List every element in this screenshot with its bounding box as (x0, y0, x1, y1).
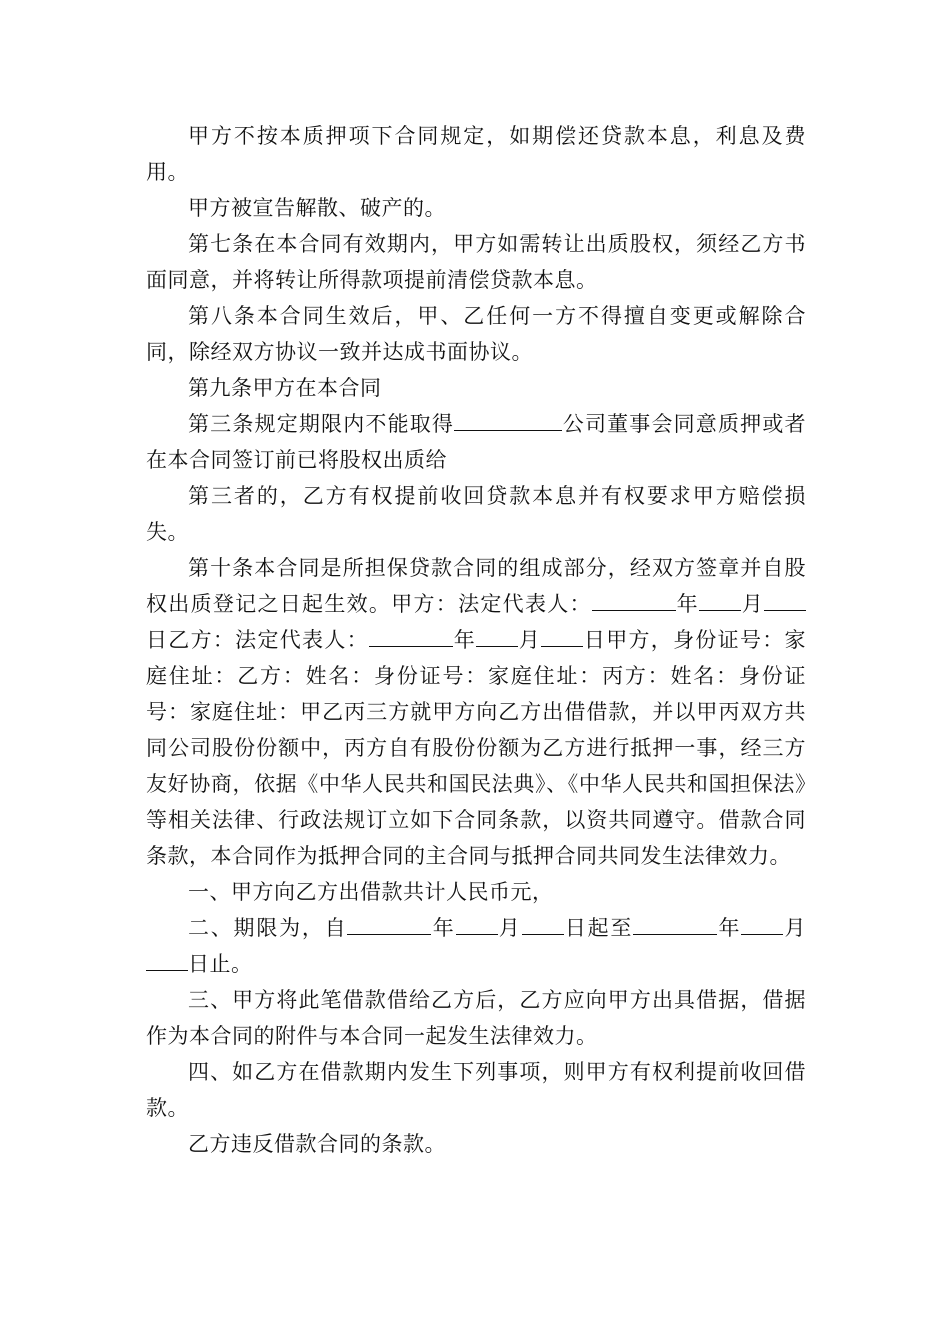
paragraph-p9 (146, 874, 806, 910)
paragraph-text: 年 (452, 628, 477, 652)
paragraph-p6 (146, 406, 806, 478)
paragraph-text: 乙方违反借款合同的条款。 (188, 1132, 446, 1156)
fill-in-blank (476, 622, 518, 647)
fill-in-blank (146, 946, 188, 971)
fill-in-blank (541, 622, 583, 647)
paragraph-text: 月 (740, 592, 765, 616)
paragraph-p4 (146, 298, 806, 370)
paragraph-text: 年 (717, 916, 742, 940)
fill-in-blank (741, 910, 783, 935)
paragraph-text: 月 (783, 916, 807, 940)
paragraph-text: 一、甲方向乙方出借款共计人民币元， (188, 880, 554, 904)
paragraph-p12 (146, 1054, 806, 1126)
document-page (146, 118, 806, 1162)
paragraph-p8 (146, 550, 806, 874)
paragraph-text: 第八条本合同生效后，甲、乙任何一方不得擅自变更或解除合同，除经双方协议一致并达成书面协议。 (146, 304, 806, 364)
paragraph-text: 三、甲方将此笔借款借给乙方后，乙方应向甲方出具借据，借据作为本合同的附件与本合同一起发生法律效力。 (146, 988, 806, 1048)
paragraph-text: 甲方不按本质押项下合同规定，如期偿还贷款本息，利息及费用。 (146, 124, 806, 184)
paragraph-text: 年 (431, 916, 456, 940)
fill-in-blank (633, 910, 717, 935)
paragraph-p10 (146, 910, 806, 982)
paragraph-p11 (146, 982, 806, 1054)
paragraph-p13 (146, 1126, 806, 1162)
paragraph-text: 二、期限为，自 (188, 916, 348, 940)
paragraph-text: 日乙方：法定代表人： (146, 628, 369, 652)
paragraph-text: 月 (518, 628, 542, 652)
paragraph-text: 公司董事会同意质押或者在本合同签订前已将股权出质给 (146, 412, 807, 472)
paragraph-text: 甲方被宣告解散、破产的。 (188, 196, 446, 220)
paragraph-text: 日起至 (563, 916, 634, 940)
fill-in-blank (456, 910, 498, 935)
paragraph-p1 (146, 118, 806, 190)
fill-in-blank (454, 406, 562, 431)
fill-in-blank (592, 586, 676, 611)
fill-in-blank (699, 586, 741, 611)
paragraph-text: 第三条规定期限内不能取得 (188, 412, 455, 436)
paragraph-text: 四、如乙方在借款期内发生下列事项，则甲方有权利提前收回借款。 (146, 1060, 806, 1120)
paragraph-p3 (146, 226, 806, 298)
paragraph-text: 第十条本合同是所担保贷款合同的组成部分，经双方签章并自股权出质登记之日起生效。甲方：法定代表人： (146, 556, 806, 616)
paragraph-text: 日止。 (188, 952, 253, 976)
paragraph-p5 (146, 370, 806, 406)
paragraph-text: 第九条甲方在本合同 (188, 376, 382, 400)
fill-in-blank (347, 910, 431, 935)
paragraph-text: 第七条在本合同有效期内，甲方如需转让出质股权，须经乙方书面同意，并将转让所得款项提前清偿贷款本息。 (146, 232, 806, 292)
paragraph-text: 日甲方，身份证号：家庭住址：乙方：姓名：身份证号：家庭住址：丙方：姓名：身份证号：家庭住址：甲乙丙三方就甲方向乙方出借借款，并以甲丙双方共同公司股份份额中，丙方自有股份份额为乙方进行抵押一事，经三方友好协商，依据《中华人民共和国民法典》、《中华人民共和国担保法》等相关法律、行政法规订立如下合同条款，以资共同遵守。借款合同条款，本合同作为抵押合同的主合同与抵押合同共同发生法律效力。 (146, 628, 807, 868)
paragraph-text: 年 (675, 592, 699, 616)
paragraph-p7 (146, 478, 806, 550)
fill-in-blank (522, 910, 564, 935)
paragraph-text: 第三者的，乙方有权提前收回贷款本息并有权要求甲方赔偿损失。 (146, 484, 806, 544)
paragraph-text: 月 (497, 916, 522, 940)
fill-in-blank (764, 586, 806, 611)
fill-in-blank (369, 622, 453, 647)
paragraph-p2 (146, 190, 806, 226)
